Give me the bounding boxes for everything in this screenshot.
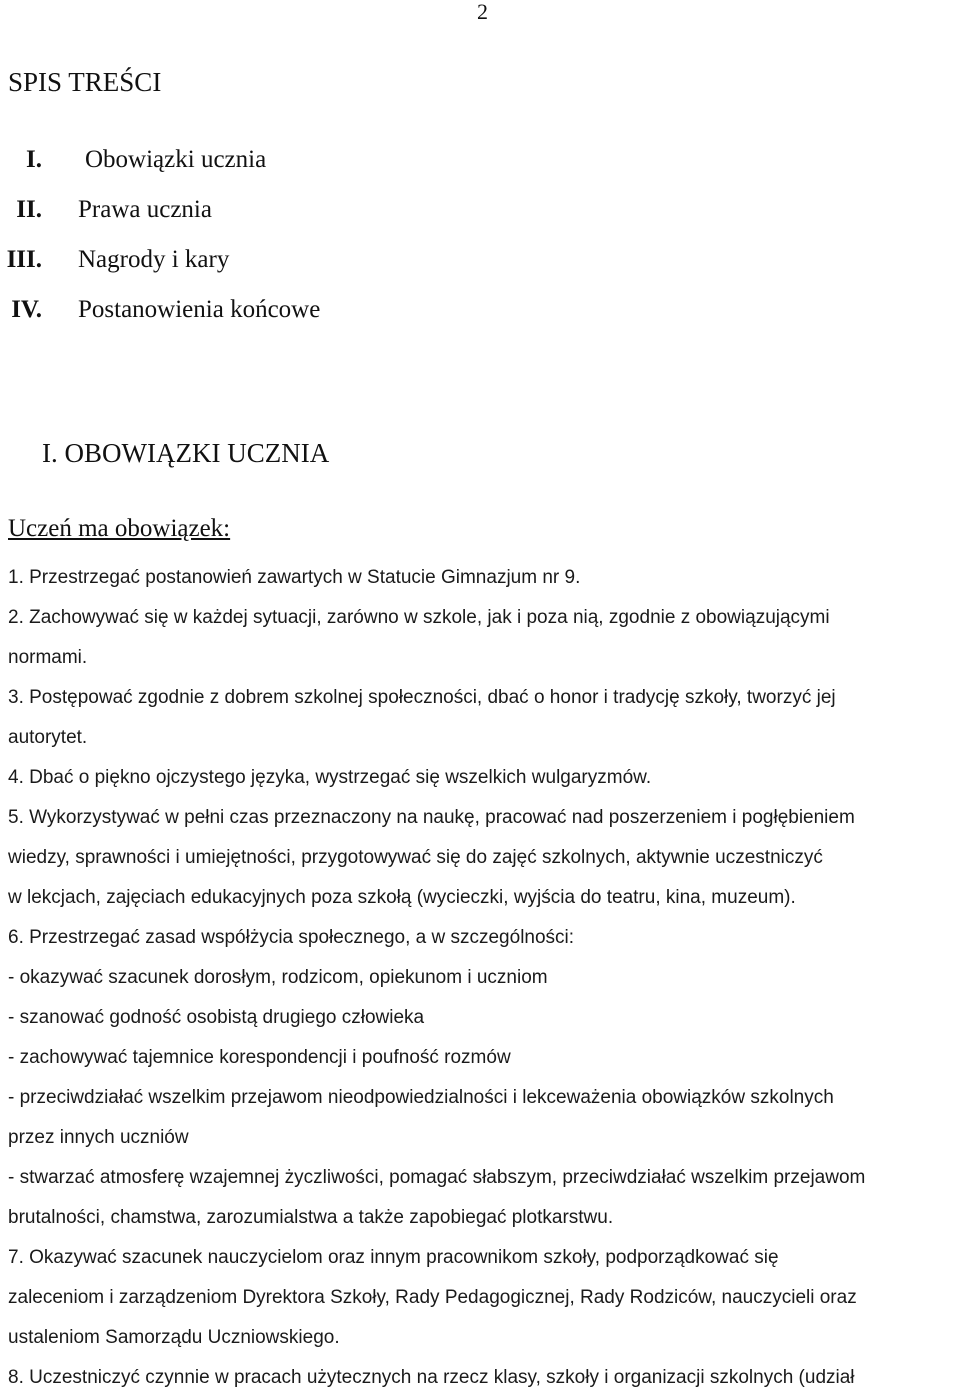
toc-item-number: I.	[26, 146, 42, 173]
duty-line-8: 8. Uczestniczyć czynnie w pracach użytecznych na rzecz klasy, szkoły i organizacji szkolnych (udział	[8, 1367, 855, 1388]
duty-subitem-cont: brutalności, chamstwa, zarozumialstwa a także zapobiegać plotkarstwu.	[8, 1207, 614, 1228]
duties-body	[8, 558, 958, 1398]
duty-heading: Uczeń ma obowiązek:	[8, 515, 231, 542]
duty-line-6: 6. Przestrzegać zasad współżycia społecznego, a w szczególności:	[8, 927, 575, 948]
duty-subitem-cont: przez innych uczniów	[8, 1127, 189, 1148]
duty-subitem: - stwarzać atmosferę wzajemnej życzliwości, pomagać słabszym, przeciwdziałać wszelkim przejawom	[8, 1167, 866, 1188]
duty-subitem: - okazywać szacunek dorosłym, rodzicom, opiekunom i uczniom	[8, 967, 548, 988]
toc-item-number: IV.	[11, 296, 42, 323]
toc-item-label: Nagrody i kary	[78, 246, 230, 273]
toc-item-label: Obowiązki ucznia	[85, 146, 267, 173]
duty-line-4: 4. Dbać o piękno ojczystego języka, wystrzegać się wszelkich wulgaryzmów.	[8, 767, 652, 788]
duty-line-1: 1. Przestrzegać postanowień zawartych w Statucie Gimnazjum nr 9.	[8, 567, 581, 588]
toc-item-label: Postanowienia końcowe	[78, 296, 321, 323]
duty-subitem: - zachowywać tajemnice korespondencji i poufność rozmów	[8, 1047, 511, 1068]
duty-line-2: 2. Zachowywać się w każdej sytuacji, zarówno w szkole, jak i poza nią, zgodnie z obowiązującymi	[8, 607, 830, 628]
duty-subitem: - szanować godność osobistą drugiego człowieka	[8, 1007, 425, 1028]
duty-line-5-cont: wiedzy, sprawności i umiejętności, przygotowywać się do zajęć szkolnych, aktywnie uczestniczyć	[8, 847, 823, 868]
toc-item-label: Prawa ucznia	[78, 196, 212, 223]
duty-line-2-cont: normami.	[8, 647, 88, 668]
section-heading: I. OBOWIĄZKI UCZNIA	[42, 438, 330, 468]
toc-item-number: III.	[6, 246, 42, 273]
duty-line-3: 3. Postępować zgodnie z dobrem szkolnej społeczności, dbać o honor i tradycję szkoły, tworzyć jej	[8, 687, 836, 708]
duty-line-7-cont: ustaleniom Samorządu Uczniowskiego.	[8, 1327, 340, 1348]
toc-item-number: II.	[16, 196, 42, 223]
duty-line-3-cont: autorytet.	[8, 727, 88, 748]
duty-line-7: 7. Okazywać szacunek nauczycielom oraz innym pracownikom szkoły, podporządkować się	[8, 1247, 779, 1268]
duty-subitem: - przeciwdziałać wszelkim przejawom nieodpowiedzialności i lekceważenia obowiązków szkolnych	[8, 1087, 834, 1108]
duty-line-5-cont: w lekcjach, zajęciach edukacyjnych poza szkołą (wycieczki, wyjścia do teatru, kina, muzeum).	[8, 887, 796, 908]
toc-title: SPIS TREŚCI	[8, 67, 162, 97]
duty-line-5: 5. Wykorzystywać w pełni czas przeznaczony na naukę, pracować nad poszerzeniem i pogłębieniem	[8, 807, 855, 828]
duty-line-7-cont: zaleceniom i zarządzeniom Dyrektora Szkoły, Rady Pedagogicznej, Rady Rodziców, nauczycieli oraz	[8, 1287, 857, 1308]
page-number: 2	[477, 0, 488, 24]
